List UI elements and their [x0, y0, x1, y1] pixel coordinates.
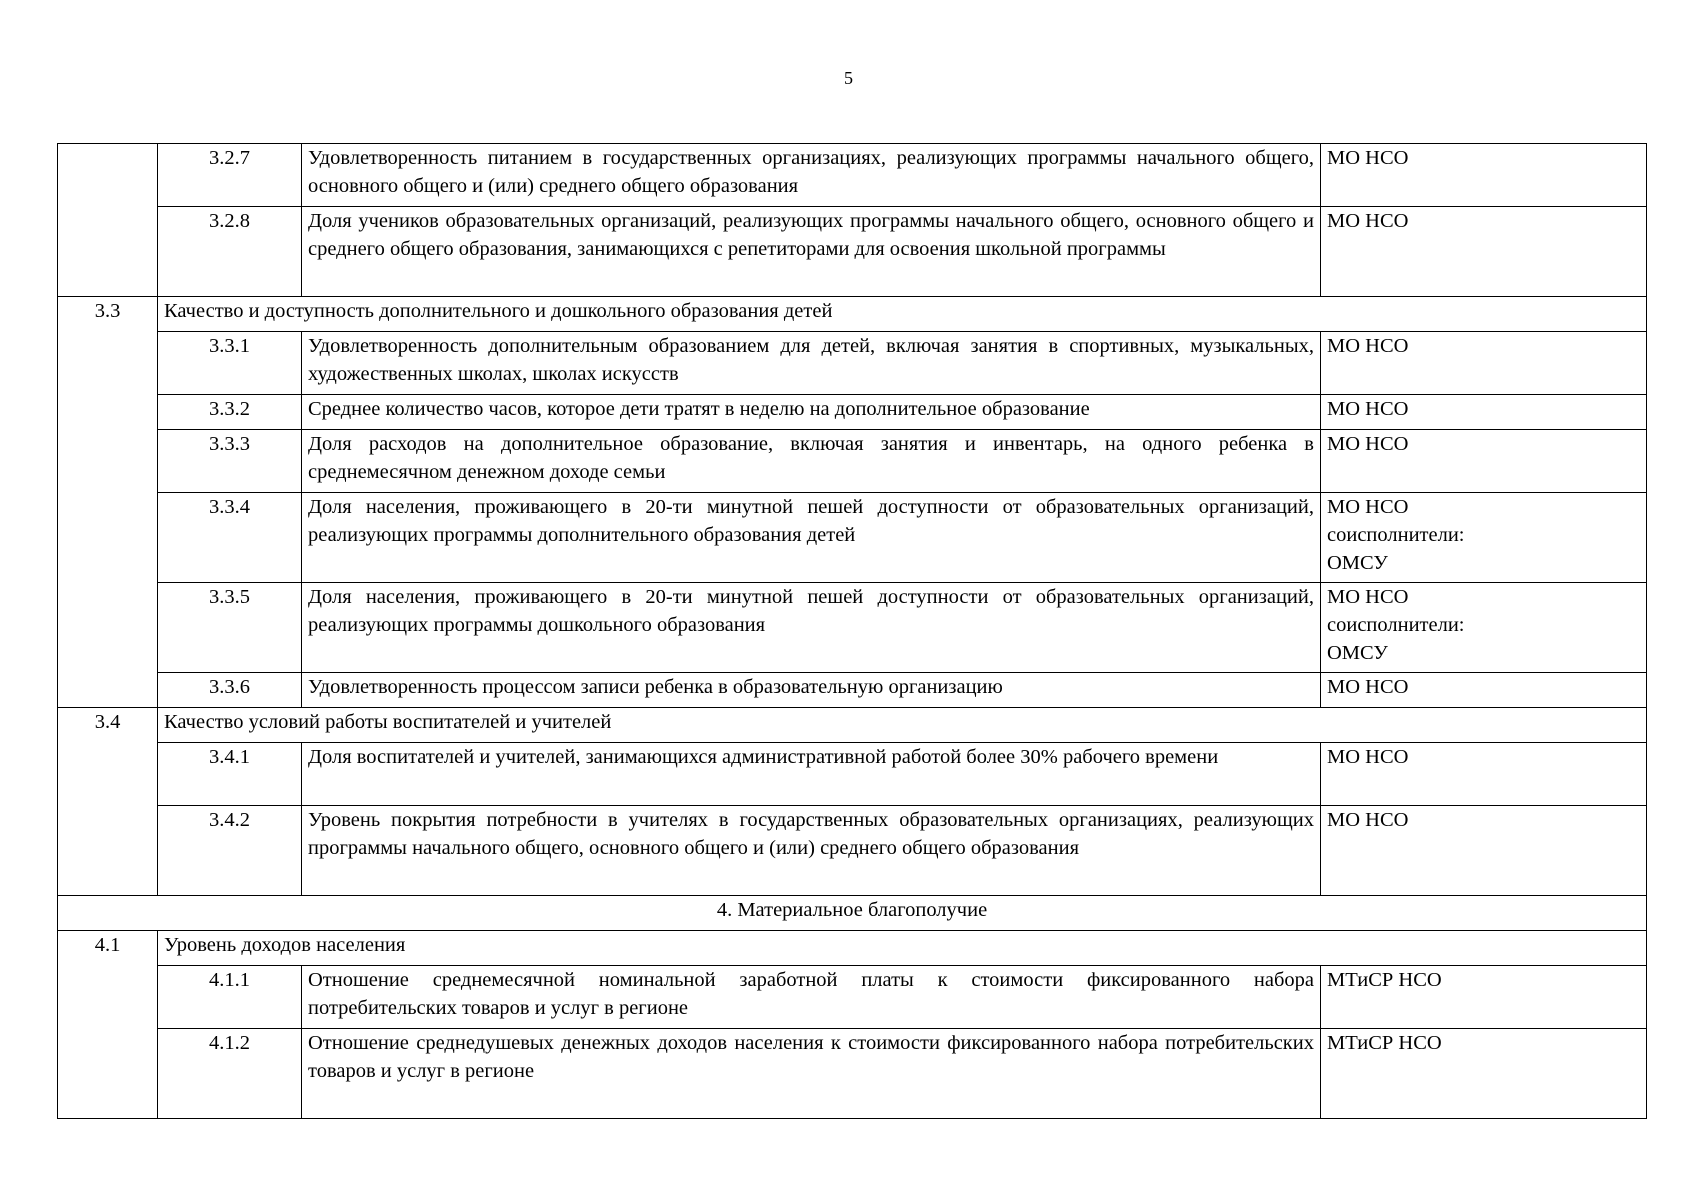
item-executor	[1321, 1029, 1647, 1119]
item-executor	[1321, 493, 1647, 583]
item-number: 3.2.7	[158, 144, 302, 207]
item-text: Удовлетворенность дополнительным образованием для детей, включая занятия в спортивных, музыкальных, художественных школах, школах искусств	[302, 332, 1321, 395]
item-number: 4.1.2	[158, 1029, 302, 1119]
item-number: 3.3.6	[158, 673, 302, 708]
chapter-row	[58, 896, 1647, 931]
item-number: 3.3.3	[158, 430, 302, 493]
executor-line: МО НСО	[1327, 433, 1409, 455]
item-number: 3.3.4	[158, 493, 302, 583]
item-text: Среднее количество часов, которое дети тратят в неделю на дополнительное образование	[302, 395, 1321, 430]
item-number: 3.3.5	[158, 583, 302, 673]
item-executor	[1321, 583, 1647, 673]
section-number: 4.1	[58, 931, 158, 1119]
executor-line: соисполнители:	[1327, 524, 1465, 546]
item-executor	[1321, 806, 1647, 896]
executor-line: МО НСО	[1327, 676, 1409, 698]
item-text: Отношение среднедушевых денежных доходов населения к стоимости фиксированного набора потребительских товаров и услуг в регионе	[302, 1029, 1321, 1119]
executor-line: МО НСО	[1327, 210, 1409, 232]
item-text: Удовлетворенность питанием в государственных организациях, реализующих программы начального общего, основного общего и (или) среднего общего образования	[302, 144, 1321, 207]
executor-line: МО НСО	[1327, 809, 1409, 831]
section-row	[58, 708, 1647, 743]
item-number: 3.2.8	[158, 207, 302, 297]
section-number-cell	[58, 144, 158, 297]
item-executor	[1321, 743, 1647, 806]
executor-line: соисполнители:	[1327, 614, 1465, 636]
section-row	[58, 297, 1647, 332]
item-executor	[1321, 144, 1647, 207]
item-text: Доля населения, проживающего в 20-ти минутной пешей доступности от образовательных организаций, реализующих программы дополнительного образования детей	[302, 493, 1321, 583]
table-row	[58, 583, 1647, 673]
table-row	[58, 806, 1647, 896]
section-number: 3.4	[58, 708, 158, 896]
item-executor	[1321, 430, 1647, 493]
table-row	[58, 743, 1647, 806]
indicators-table	[57, 143, 1647, 1119]
executor-line: МО НСО	[1327, 398, 1409, 420]
table-row	[58, 673, 1647, 708]
table-row	[58, 430, 1647, 493]
executor-line: МО НСО	[1327, 147, 1409, 169]
item-text: Уровень покрытия потребности в учителях в государственных образовательных организациях, реализующих программы начального общего, основного общего и (или) среднего общего образования	[302, 806, 1321, 896]
chapter-title: 4. Материальное благополучие	[58, 896, 1647, 931]
section-number: 3.3	[58, 297, 158, 708]
executor-line: МО НСО	[1327, 746, 1409, 768]
item-text: Доля населения, проживающего в 20-ти минутной пешей доступности от образовательных организаций, реализующих программы дошкольного образования	[302, 583, 1321, 673]
executor-line: МО НСО	[1327, 335, 1409, 357]
section-title: Качество и доступность дополнительного и дошкольного образования детей	[158, 297, 1647, 332]
item-number: 3.4.2	[158, 806, 302, 896]
table-row	[58, 1029, 1647, 1119]
item-number: 4.1.1	[158, 966, 302, 1029]
item-number: 3.3.1	[158, 332, 302, 395]
table-row	[58, 966, 1647, 1029]
item-text: Доля учеников образовательных организаций, реализующих программы начального общего, основного общего и среднего общего образования, занимающихся с репетиторами для освоения школьной программы	[302, 207, 1321, 297]
item-number: 3.4.1	[158, 743, 302, 806]
table-row	[58, 144, 1647, 207]
table-row	[58, 207, 1647, 297]
table-row	[58, 395, 1647, 430]
executor-line: МТиСР НСО	[1327, 1032, 1442, 1054]
item-executor	[1321, 966, 1647, 1029]
item-executor	[1321, 207, 1647, 297]
item-executor	[1321, 332, 1647, 395]
item-executor	[1321, 673, 1647, 708]
executor-line: ОМСУ	[1327, 642, 1388, 664]
item-text: Отношение среднемесячной номинальной заработной платы к стоимости фиксированного набора потребительских товаров и услуг в регионе	[302, 966, 1321, 1029]
section-title: Уровень доходов населения	[158, 931, 1647, 966]
section-title: Качество условий работы воспитателей и учителей	[158, 708, 1647, 743]
table-row	[58, 332, 1647, 395]
executor-line: МО НСО	[1327, 586, 1409, 608]
item-text: Доля расходов на дополнительное образование, включая занятия и инвентарь, на одного ребенка в среднемесячном денежном доходе семьи	[302, 430, 1321, 493]
section-row	[58, 931, 1647, 966]
item-text: Доля воспитателей и учителей, занимающихся административной работой более 30% рабочего времени	[302, 743, 1321, 806]
table-row	[58, 493, 1647, 583]
executor-line: МО НСО	[1327, 496, 1409, 518]
item-text: Удовлетворенность процессом записи ребенка в образовательную организацию	[302, 673, 1321, 708]
item-executor	[1321, 395, 1647, 430]
executor-line: МТиСР НСО	[1327, 969, 1442, 991]
item-number: 3.3.2	[158, 395, 302, 430]
page-number: 5	[844, 68, 853, 88]
executor-line: ОМСУ	[1327, 552, 1388, 574]
